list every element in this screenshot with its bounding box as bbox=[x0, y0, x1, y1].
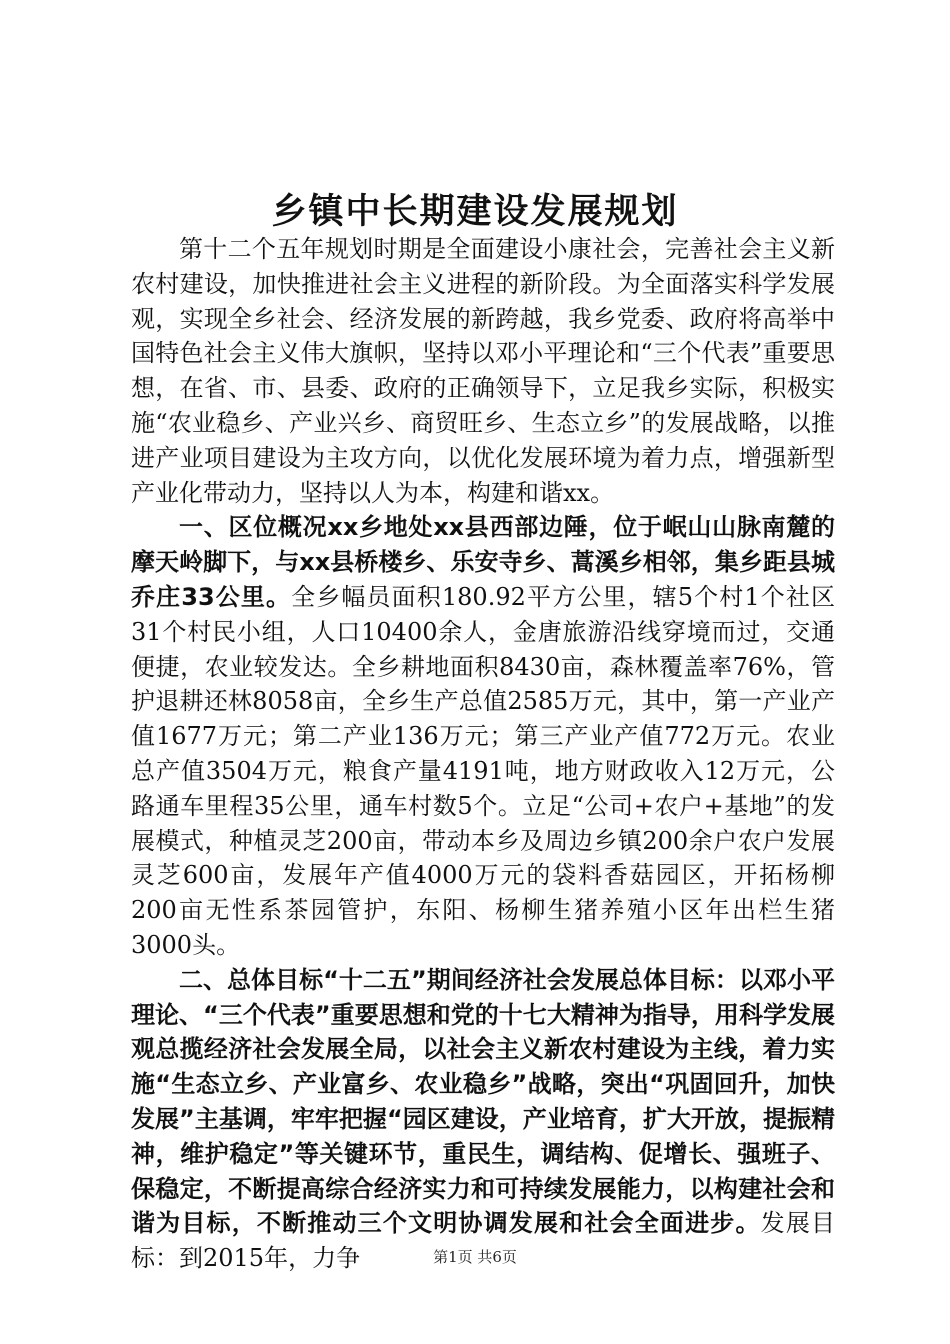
paragraph-location-overview bbox=[131, 510, 835, 962]
paragraph-overall-goals bbox=[131, 963, 835, 1276]
document-title: 乡镇中长期建设发展规划 bbox=[271, 192, 679, 232]
paragraph-location-text: 全乡幅员面积180.92平方公里，辖5个村1个社区31个村民小组，人口10400余人，金唐旅游沿线穿境而过，交通便捷，农业较发达。全乡耕地面积8430亩，森林覆盖率76%，管护退耕还林8058亩，全乡生产总值2585万元，其中，第一产业产值1677万元；第二产业136万元；第三产业产值772万元。农业总产值3504万元，粮食产量4191吨，地方财政收入12万元，公路通车里程35公里，通车村数5个。立足“公司+农户+基地”的发展模式，种植灵芝200亩，带动本乡及周边乡镇200余户农户发展灵芝600亩，发展年产值4000万元的袋料香菇园区，开拓杨柳200亩无性系茶园管护，东阳、杨柳生猪养殖小区年出栏生猪3000头。 bbox=[131, 582, 835, 959]
document-body bbox=[131, 232, 835, 1276]
paragraph-intro bbox=[131, 232, 835, 510]
section-heading-goals: 二、总体目标“十二五”期间经济社会发展总体目标：以邓小平理论、“三个代表”重要思想和党的十七大精神为指导，用科学发展观总揽经济社会发展全局，以社会主义新农村建设为主线，着力实施“生态立乡、产业富乡、农业稳乡”战略，突出“巩固回升，加快发展”主基调，牢牢把握“园区建设，产业培育，扩大开放，提振精神，维护稳定”等关键环节，重民生，调结构、促增长、强班子、保稳定，不断提高综合经济实力和可持续发展能力，以构建社会和谐为目标，不断推动三个文明协调发展和社会全面进步。 bbox=[131, 965, 835, 1238]
paragraph-goals-text: 发展目标：到2015年，力争 bbox=[131, 1209, 836, 1273]
paragraph-intro-text: 第十二个五年规划时期是全面建设小康社会，完善社会主义新农村建设，加快推进社会主义进程的新阶段。为全面落实科学发展观，实现全乡社会、经济发展的新跨越，我乡党委、政府将高举中国特色社会主义伟大旗帜，坚持以邓小平理论和“三个代表”重要思想，在省、市、县委、政府的正确领导下，立足我乡实际，积极实施“农业稳乡、产业兴乡、商贸旺乡、生态立乡”的发展战略，以推进产业项目建设为主攻方向，以优化发展环境为着力点，增强新型产业化带动力，坚持以人为本，构建和谐xx。 bbox=[131, 235, 835, 507]
page-number-footer: 第1页 共6页 bbox=[433, 1248, 517, 1266]
section-heading-location: 一、区位概况xx乡地处xx县西部边陲，位于岷山山脉南麓的摩天岭脚下，与xx县桥楼乡、乐安寺乡、蒿溪乡相邻，集乡距县城乔庄33公里。 bbox=[131, 513, 835, 611]
